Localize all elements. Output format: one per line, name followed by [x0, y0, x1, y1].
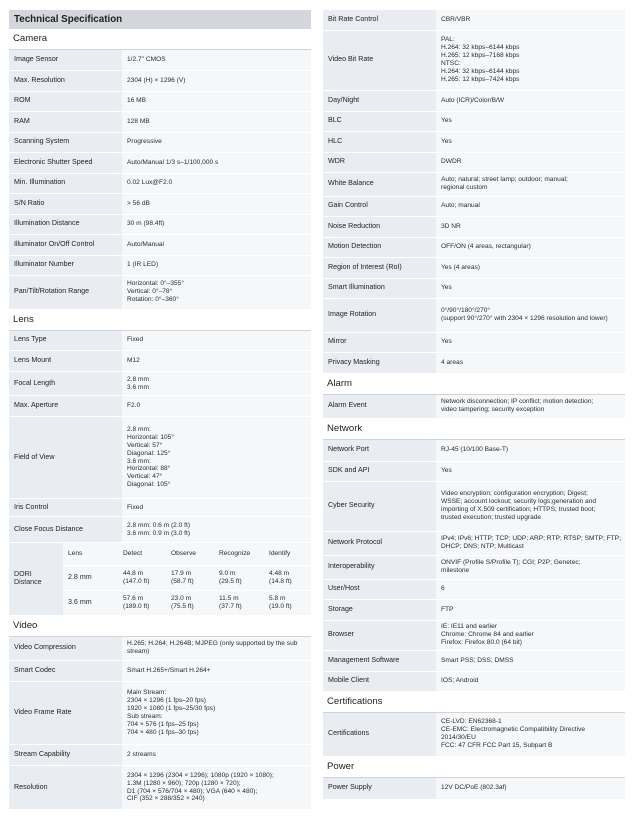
spec-key-network-port: Network Port: [323, 440, 436, 461]
spec-key-lens-type: Lens Type: [9, 331, 122, 351]
spec-row: [323, 332, 625, 352]
spec-row: [323, 778, 625, 799]
spec-value-iris-control: Fixed: [122, 499, 311, 517]
spec-key-smart-illumination: Smart Illumination: [323, 278, 436, 298]
spec-value-illumination-distance: 30 m (98.4ft): [122, 214, 311, 234]
spec-key-cyber-security: Cyber Security: [323, 481, 436, 531]
spec-row: [323, 599, 625, 620]
spec-key-video-bit-rate: Video Bit Rate: [323, 30, 436, 90]
spec-value-management-software: Smart PSS; DSS; DMSS: [436, 650, 625, 671]
spec-value-s-n-ratio: > 56 dB: [122, 193, 311, 214]
spec-value-blc: Yes: [436, 111, 625, 131]
section-heading-video: Video: [9, 616, 311, 637]
spec-key-field-of-view: Field of View: [9, 417, 122, 499]
spec-row: [323, 237, 625, 257]
spec-value-video-compression: H.265; H.264; H.264B; MJPEG (only supported by the sub stream): [122, 637, 311, 661]
spec-value-privacy-masking: 4 areas: [436, 352, 625, 373]
spec-value-motion-detection: OFF/ON (4 areas, rectangular): [436, 237, 625, 257]
spec-value-lens-type: Fixed: [122, 331, 311, 351]
spec-key-video-compression: Video Compression: [9, 637, 122, 661]
left-column: [9, 10, 311, 810]
section-heading-alarm: Alarm: [323, 374, 625, 395]
dori-cell: 9.0 m (29.5 ft): [214, 565, 264, 590]
section-heading-power: Power: [323, 757, 625, 778]
spec-key-certifications: Certifications: [323, 713, 436, 757]
spec-row: [323, 131, 625, 152]
spec-row: [9, 91, 311, 111]
spec-key-hlc: HLC: [323, 131, 436, 152]
spec-key-user-host: User/Host: [323, 579, 436, 599]
spec-key-interoperability: Interoperability: [323, 555, 436, 579]
spec-value-ram: 128 MB: [122, 111, 311, 132]
spec-value-browser: IE: IE11 and earlier Chrome: Chrome 84 and earlier Firefox: Firefox 80.0 (64 bit): [436, 620, 625, 650]
spec-row: [9, 682, 311, 745]
spec-value-image-sensor: 1/2.7" CMOS: [122, 50, 311, 70]
spec-row: [9, 517, 311, 543]
spec-key-bit-rate-control: Bit Rate Control: [323, 10, 436, 30]
spec-value-bit-rate-control: CBR/VBR: [436, 10, 625, 30]
spec-row: [9, 50, 311, 70]
spec-key-rom: ROM: [9, 91, 122, 111]
spec-row: [9, 193, 311, 214]
spec-row: [323, 30, 625, 90]
spec-value-max-aperture: F2.0: [122, 396, 311, 417]
spec-key-privacy-masking: Privacy Masking: [323, 352, 436, 373]
spec-value-smart-codec: Smart H.265+/Smart H.264+: [122, 661, 311, 682]
left-spec-sections: [9, 29, 311, 543]
spec-row: [323, 352, 625, 373]
spec-value-noise-reduction: 3D NR: [436, 216, 625, 237]
spec-key-browser: Browser: [323, 620, 436, 650]
spec-key-resolution: Resolution: [9, 766, 122, 810]
spec-row: [9, 637, 311, 661]
spec-value-alarm-event: Network disconnection; IP conflict; motion detection; video tampering; security exception: [436, 395, 625, 419]
spec-value-pan-tilt-rotation-range: Horizontal: 0°–355° Vertical: 0°–78° Rotation: 0°–360°: [122, 275, 311, 309]
spec-table: [9, 331, 311, 544]
spec-row: [9, 70, 311, 91]
spec-row: [323, 531, 625, 555]
spec-key-ram: RAM: [9, 111, 122, 132]
spec-key-day-night: Day/Night: [323, 90, 436, 111]
spec-value-mobile-client: IOS; Android: [436, 671, 625, 691]
spec-key-close-focus-distance: Close Focus Distance: [9, 517, 122, 543]
spec-row: [323, 481, 625, 531]
section-heading-certifications: Certifications: [323, 692, 625, 713]
right-spec-sections: [323, 10, 625, 800]
spec-row: [9, 661, 311, 682]
spec-row: [9, 417, 311, 499]
spec-key-region-of-interest-roi: Region of Interest (RoI): [323, 257, 436, 278]
spec-key-scanning-system: Scanning System: [9, 132, 122, 152]
spec-key-mirror: Mirror: [323, 332, 436, 352]
spec-key-noise-reduction: Noise Reduction: [323, 216, 436, 237]
spec-key-storage: Storage: [323, 599, 436, 620]
spec-value-image-rotation: 0°/90°/180°/270° (support 90°/270° with 2304 × 1296 resolution and lower): [436, 298, 625, 332]
spec-row: [9, 152, 311, 173]
spec-value-video-bit-rate: PAL: H.264: 32 kbps–6144 kbps H.265: 12 kbps–7168 kbps NTSC: H.264: 32 kbps–6144 kbps H.265: 12 kbps–7424 kbps: [436, 30, 625, 90]
spec-key-illumination-distance: Illumination Distance: [9, 214, 122, 234]
spec-value-stream-capability: 2 streams: [122, 745, 311, 766]
spec-row: [9, 745, 311, 766]
spec-key-image-rotation: Image Rotation: [323, 298, 436, 332]
spec-key-management-software: Management Software: [323, 650, 436, 671]
spec-table: [323, 395, 625, 420]
spec-value-wdr: DWDR: [436, 152, 625, 172]
dori-lens-28: 2.8 mm: [63, 565, 118, 590]
dori-cell: 23.0 m (75.5 ft): [166, 590, 214, 615]
spec-key-power-supply: Power Supply: [323, 778, 436, 799]
spec-value-user-host: 6: [436, 579, 625, 599]
spec-row: [323, 278, 625, 298]
spec-row: [323, 257, 625, 278]
spec-value-sdk-and-api: Yes: [436, 461, 625, 481]
spec-row: [323, 172, 625, 196]
spec-row: [323, 90, 625, 111]
spec-value-video-frame-rate: Main Stream: 2304 × 1296 (1 fps–20 fps) 1920 × 1080 (1 fps–25/30 fps) Sub stream: 704 × 576 (1 fps–25 fps) 704 × 480 (1 fps–30 fps): [122, 682, 311, 745]
spec-table: [323, 713, 625, 758]
dori-cell: 44.8 m (147.0 ft): [118, 565, 166, 590]
spec-key-illuminator-number: Illuminator Number: [9, 255, 122, 275]
spec-key-smart-codec: Smart Codec: [9, 661, 122, 682]
spec-row: [9, 111, 311, 132]
spec-value-max-resolution: 2304 (H) × 1296 (V): [122, 70, 311, 91]
spec-row: [9, 766, 311, 810]
spec-row: [323, 440, 625, 461]
dori-header-lens: Lens: [63, 543, 118, 565]
spec-row: [323, 216, 625, 237]
spec-value-mirror: Yes: [436, 332, 625, 352]
spec-row: [323, 671, 625, 691]
spec-key-network-protocol: Network Protocol: [323, 531, 436, 555]
spec-key-stream-capability: Stream Capability: [9, 745, 122, 766]
spec-value-electronic-shutter-speed: Auto/Manual 1/3 s–1/100,000 s: [122, 152, 311, 173]
spec-value-illuminator-on-off-control: Auto/Manual: [122, 234, 311, 255]
dori-lens-36: 3.6 mm: [63, 590, 118, 615]
section-heading-network: Network: [323, 419, 625, 440]
spec-table: [9, 637, 311, 811]
spec-value-lens-mount: M12: [122, 351, 311, 372]
spec-row: [323, 196, 625, 216]
spec-value-day-night: Auto (ICR)/Color/B/W: [436, 90, 625, 111]
page-title: Technical Specification: [9, 10, 311, 29]
spec-row: [9, 132, 311, 152]
spec-key-s-n-ratio: S/N Ratio: [9, 193, 122, 214]
spec-key-min-illumination: Min. Illumination: [9, 173, 122, 193]
spec-value-storage: FTP: [436, 599, 625, 620]
spec-row: [9, 372, 311, 396]
spec-value-rom: 16 MB: [122, 91, 311, 111]
dori-header-observe: Observe: [166, 543, 214, 565]
spec-key-wdr: WDR: [323, 152, 436, 172]
spec-table: [323, 10, 625, 374]
spec-value-certifications: CE-LVD: EN62368-1 CE-EMC: Electromagnetic Compatibility Directive 2014/30/EU FCC: 47 CFR FCC Part 15, Subpart B: [436, 713, 625, 757]
left-video-sections: [9, 616, 311, 811]
spec-table: [323, 778, 625, 800]
spec-table: [9, 50, 311, 310]
spec-value-close-focus-distance: 2.8 mm: 0.6 m (2.0 ft) 3.6 mm: 0.9 m (3.0 ft): [122, 517, 311, 543]
spec-key-max-resolution: Max. Resolution: [9, 70, 122, 91]
spec-value-scanning-system: Progressive: [122, 132, 311, 152]
spec-row: [9, 173, 311, 193]
spec-row: [323, 10, 625, 30]
spec-key-gain-control: Gain Control: [323, 196, 436, 216]
spec-row: [323, 111, 625, 131]
spec-value-smart-illumination: Yes: [436, 278, 625, 298]
spec-key-white-balance: White Balance: [323, 172, 436, 196]
spec-row: [323, 555, 625, 579]
spec-row: [9, 234, 311, 255]
dori-cell: 11.5 m (37.7 ft): [214, 590, 264, 615]
spec-row: [323, 579, 625, 599]
spec-value-interoperability: ONVIF (Profile S/Profile T); CGI; P2P; Genetec; milestone: [436, 555, 625, 579]
dori-header-recognize: Recognize: [214, 543, 264, 565]
dori-table: [9, 543, 311, 616]
spec-key-image-sensor: Image Sensor: [9, 50, 122, 70]
dori-cell: 57.6 m (189.0 ft): [118, 590, 166, 615]
spec-row: [323, 395, 625, 419]
dori-cell: 4.48 m (14.8 ft): [264, 565, 311, 590]
spec-key-motion-detection: Motion Detection: [323, 237, 436, 257]
spec-row: [323, 152, 625, 172]
spec-key-blc: BLC: [323, 111, 436, 131]
dori-label: DORI Distance: [9, 543, 63, 615]
spec-key-lens-mount: Lens Mount: [9, 351, 122, 372]
spec-table: [323, 440, 625, 692]
dori-header-detect: Detect: [118, 543, 166, 565]
spec-value-network-port: RJ-45 (10/100 Base-T): [436, 440, 625, 461]
spec-row: [323, 298, 625, 332]
spec-row: [9, 396, 311, 417]
spec-value-min-illumination: 0.02 Lux@F2.0: [122, 173, 311, 193]
spec-value-resolution: 2304 × 1296 (2304 × 1296); 1080p (1920 × 1080); 1.3M (1280 × 960); 720p (1280 × 720); D1 (704 × 576/704 × 480); VGA (640 × 480); CIF (352 × 288/352 × 240): [122, 766, 311, 810]
spec-row: [9, 275, 311, 309]
spec-row: [323, 461, 625, 481]
spec-key-illuminator-on-off-control: Illuminator On/Off Control: [9, 234, 122, 255]
section-heading-lens: Lens: [9, 310, 311, 331]
spec-row: [9, 499, 311, 517]
section-heading-camera: Camera: [9, 29, 311, 50]
spec-key-alarm-event: Alarm Event: [323, 395, 436, 419]
spec-value-cyber-security: Video encryption; configuration encryption; Digest; WSSE; account lockout; security logs;generation and importing of X.509 certification; HTTPS; trusted boot; trusted execution; trusted upgrade: [436, 481, 625, 531]
spec-value-focal-length: 2.8 mm 3.6 mm: [122, 372, 311, 396]
dori-cell: 5.8 m (19.0 ft): [264, 590, 311, 615]
spec-row: [323, 650, 625, 671]
spec-value-power-supply: 12V DC/PoE (802.3af): [436, 778, 625, 799]
spec-key-mobile-client: Mobile Client: [323, 671, 436, 691]
dori-cell: 17.9 m (58.7 ft): [166, 565, 214, 590]
spec-row: [323, 713, 625, 757]
spec-row: [9, 214, 311, 234]
spec-key-focal-length: Focal Length: [9, 372, 122, 396]
spec-key-max-aperture: Max. Aperture: [9, 396, 122, 417]
spec-value-white-balance: Auto; natural; street lamp; outdoor; manual; regional custom: [436, 172, 625, 196]
spec-row: [323, 620, 625, 650]
spec-row: [9, 351, 311, 372]
spec-value-field-of-view: 2.8 mm: Horizontal: 105° Vertical: 57° Diagonal: 125° 3.6 mm: Horizontal: 88° Vertical: 47° Diagonal: 105°: [122, 417, 311, 499]
spec-key-video-frame-rate: Video Frame Rate: [9, 682, 122, 745]
spec-row: [9, 331, 311, 351]
dori-header-identify: Identify: [264, 543, 311, 565]
spec-key-pan-tilt-rotation-range: Pan/Tilt/Rotation Range: [9, 275, 122, 309]
spec-value-hlc: Yes: [436, 131, 625, 152]
spec-key-sdk-and-api: SDK and API: [323, 461, 436, 481]
right-column: [323, 10, 625, 800]
spec-value-region-of-interest-roi: Yes (4 areas): [436, 257, 625, 278]
spec-value-illuminator-number: 1 (IR LED): [122, 255, 311, 275]
dori-distance-block: [9, 543, 311, 616]
spec-key-electronic-shutter-speed: Electronic Shutter Speed: [9, 152, 122, 173]
spec-value-network-protocol: IPv4; IPv6; HTTP; TCP; UDP; ARP; RTP; RTSP; SMTP; FTP; DHCP; DNS; NTP; Multicast: [436, 531, 625, 555]
spec-row: [9, 255, 311, 275]
spec-value-gain-control: Auto; manual: [436, 196, 625, 216]
spec-key-iris-control: Iris Control: [9, 499, 122, 517]
